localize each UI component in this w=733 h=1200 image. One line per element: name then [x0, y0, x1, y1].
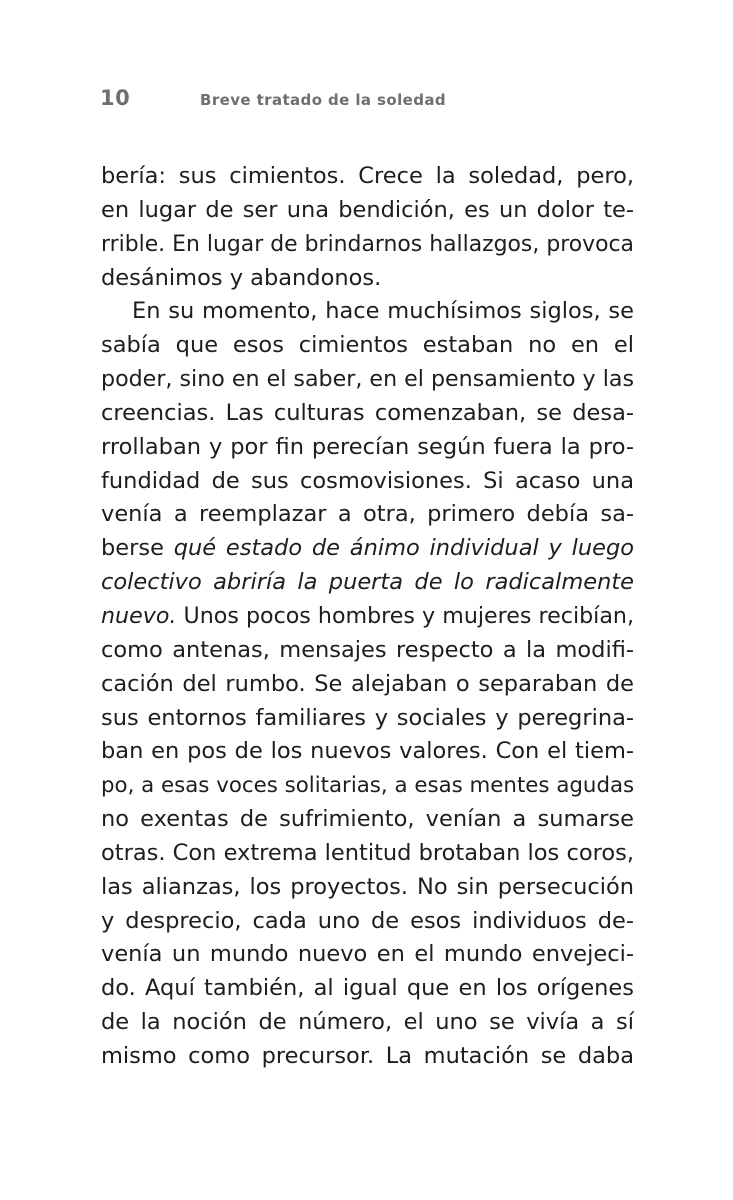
text-line: como antenas, mensajes respecto a la modifi- — [101, 636, 634, 663]
text-line: cación del rumbo. Se alejaban o separaban de — [101, 670, 634, 697]
text-line-italic: colectivo abriría la puerta de lo radicalmente — [101, 569, 634, 596]
text-line: rrible. En lugar de brindarnos hallazgos, provoca — [101, 231, 634, 257]
text-line: venía un mundo nuevo en el mundo envejeci- — [101, 941, 634, 968]
text-line-mixed — [101, 532, 634, 566]
text-line: fundidad de sus cosmovisiones. Si acaso una — [101, 467, 634, 494]
text-line: bería: sus cimientos. Crece la soledad, pero, — [101, 163, 634, 189]
text-line: de la noción de número, el uno se vivía a sí — [101, 1009, 634, 1036]
text-line: otras. Con extrema lentitud brotaban los coros, — [101, 839, 634, 866]
text-line-mixed — [101, 600, 634, 634]
text-line: do. Aquí también, al igual que en los orígenes — [101, 975, 634, 1002]
text-line: desánimos y abandonos. — [101, 264, 382, 291]
page-number: 10 — [100, 86, 131, 110]
text-segment: berse — [101, 535, 174, 562]
running-title: Breve tratado de la soledad — [200, 91, 446, 109]
text-line: en lugar de ser una bendición, es un dolor te- — [101, 196, 634, 223]
text-line: sabía que esos cimientos estaban no en el — [101, 332, 634, 359]
text-line: sus entornos familiares y sociales y peregrina- — [101, 704, 634, 731]
body-text — [101, 160, 634, 1074]
text-line: creencias. Las culturas comenzaban, se desa- — [101, 399, 634, 426]
text-line: poder, sino en el saber, en el pensamiento y las — [101, 366, 634, 393]
text-line: mismo como precursor. La mutación se daba — [101, 1042, 634, 1069]
text-segment: Unos pocos hombres y mujeres recibían, — [176, 602, 634, 629]
text-line: no exentas de sufrimiento, venían a sumarse — [101, 806, 634, 833]
italic-segment: nuevo. — [101, 602, 177, 629]
italic-segment: qué estado de ánimo individual y luego — [173, 535, 634, 562]
text-line: po, a esas voces solitarias, a esas mentes agudas — [101, 773, 635, 799]
text-line: En su momento, hace muchísimos siglos, se — [132, 298, 634, 325]
text-line: ban en pos de los nuevos valores. Con el tiem- — [101, 738, 634, 765]
text-line: rrollaban y por fin perecían según fuera la pro- — [101, 433, 634, 460]
text-line: y desprecio, cada uno de esos individuos de- — [101, 907, 634, 934]
running-header — [100, 86, 643, 116]
text-line: venía a reemplazar a otra, primero debía sa- — [101, 501, 634, 528]
text-line: las alianzas, los proyectos. No sin persecución — [101, 873, 634, 900]
